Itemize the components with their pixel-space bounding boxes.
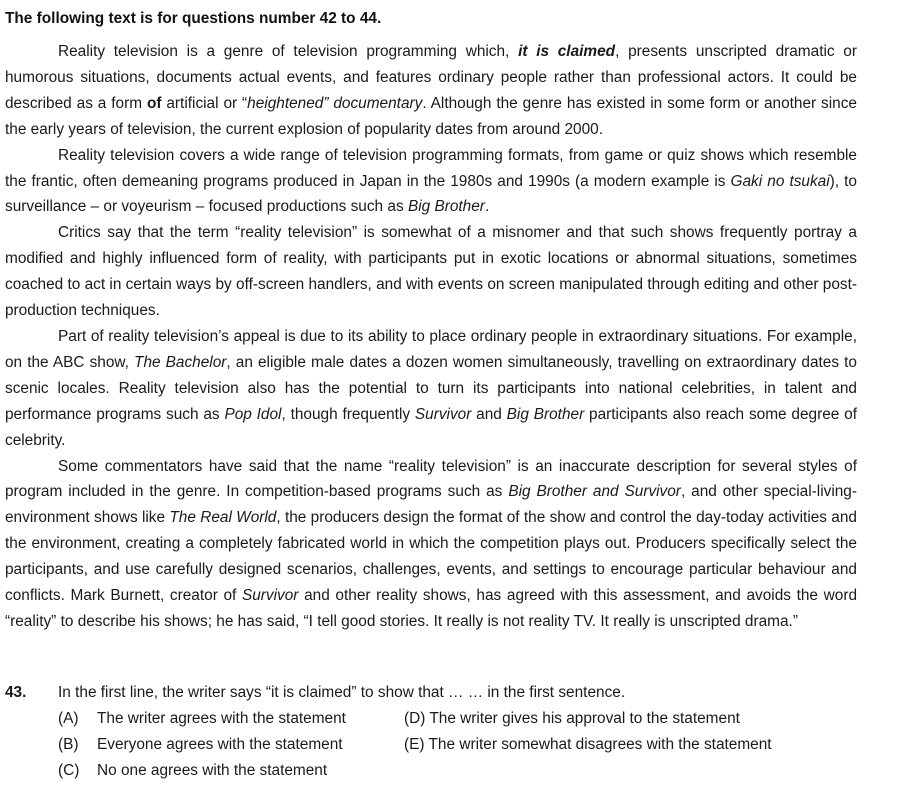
option-e-letter: (E): [404, 736, 425, 753]
title-big-brother-and-survivor: Big Brother and Survivor: [508, 483, 681, 501]
paragraph-3: Critics say that the term “reality television” is somewhat of a misnomer and that such shows frequently portray a modified and highly influenced form of reality, with participants put in exotic locations or abnormal situations, sometimes coached to act in certain ways by off-screen handlers, and with events on screen manipulated through editing and other post-production techniques.: [5, 224, 857, 320]
option-b-text: Everyone agrees with the statement: [97, 736, 343, 753]
option-c-text: No one agrees with the statement: [97, 762, 328, 779]
title-big-brother: Big Brother: [506, 405, 585, 423]
option-e-text: The writer somewhat disagrees with the statement: [428, 736, 772, 753]
title-gaki-no-tsukai: Gaki no tsukai: [730, 172, 830, 190]
question-stem-line: [5, 680, 885, 706]
emphasis-it-is-claimed: it is claimed: [518, 43, 616, 60]
options-row-1: [5, 706, 885, 732]
option-e[interactable]: [404, 732, 772, 758]
option-d[interactable]: [404, 706, 740, 732]
title-pop-idol: Pop Idol: [224, 405, 282, 423]
paragraph-5: Some commentators have said that the name “reality television” is an inaccurate description for several styles of program included in the genre. In competition-based programs such as Big Brother and Survivor, and other special-living-environment shows like The Real World, the producers design the format of the show and control the day-today activities and the environment, creating a completely fabricated world in which the competition plays out. Producers specifically select the participants, and use carefully designed scenarios, challenges, events, and settings to encourage particular behaviour and conflicts. Mark Burnett, creator of Survivor and other reality shows, has agreed with this assessment, and avoids the word “reality” to describe his shows; he has said, “I tell good stories. It really is not reality TV. It really is unscripted drama.”: [5, 457, 858, 630]
option-a-letter: (A): [58, 710, 79, 727]
title-big-brother: Big Brother: [407, 198, 485, 216]
emphasis-heightened-documentary: heightened” documentary: [247, 94, 423, 112]
question-stem: In the first line, the writer says “it is claimed” to show that … … in the first sentence.: [58, 684, 626, 701]
question-number: 43.: [5, 684, 27, 701]
title-the-real-world: The Real World: [169, 509, 277, 527]
question-43: [5, 680, 885, 784]
reading-passage: [5, 9, 857, 635]
title-survivor: Survivor: [241, 587, 299, 605]
title-the-bachelor: The Bachelor: [134, 353, 227, 371]
option-a[interactable]: [58, 706, 346, 732]
paragraph-4: Part of reality television’s appeal is due to its ability to place ordinary people in extraordinary situations. For example, on the ABC show, The Bachelor, an eligible male dates a dozen women simultaneously, travelling on extraordinary dates to scenic locales. Reality television also has the potential to turn its participants into national celebrities, in talent and performance programs such as Pop Idol, though frequently Survivor and Big Brother participants also reach some degree of celebrity.: [5, 327, 857, 449]
options-row-3: [5, 758, 885, 784]
passage-header: The following text is for questions number 42 to 44.: [5, 10, 382, 27]
paragraph-1: Reality television is a genre of television programming which, it is claimed, presents unscripted dramatic or humorous situations, documents actual events, and features ordinary people rather than professional actors. It could be described as a form of artificial or “heightened” documentary. Although the genre has existed in some form or another since the early years of television, the current explosion of popularity dates from around 2000.: [5, 43, 857, 138]
option-d-text: The writer gives his approval to the statement: [429, 710, 740, 727]
paragraph-2: Reality television covers a wide range of television programming formats, from game or quiz shows which resemble the frantic, often demeaning programs produced in Japan in the 1980s and 1990s (a modern example is Gaki no tsukai), to surveillance – or voyeurism – focused productions such as Big Brother.: [5, 146, 857, 216]
paragraph-1-text: Reality television is a genre of television programming which,: [58, 43, 519, 60]
title-survivor: Survivor: [414, 405, 472, 423]
option-c[interactable]: [58, 758, 327, 784]
options-row-2: [5, 732, 885, 758]
option-a-text: The writer agrees with the statement: [97, 710, 346, 727]
option-d-letter: (D): [404, 710, 426, 727]
option-c-letter: (C): [58, 762, 80, 779]
option-b[interactable]: [58, 732, 343, 758]
option-b-letter: (B): [58, 736, 79, 753]
